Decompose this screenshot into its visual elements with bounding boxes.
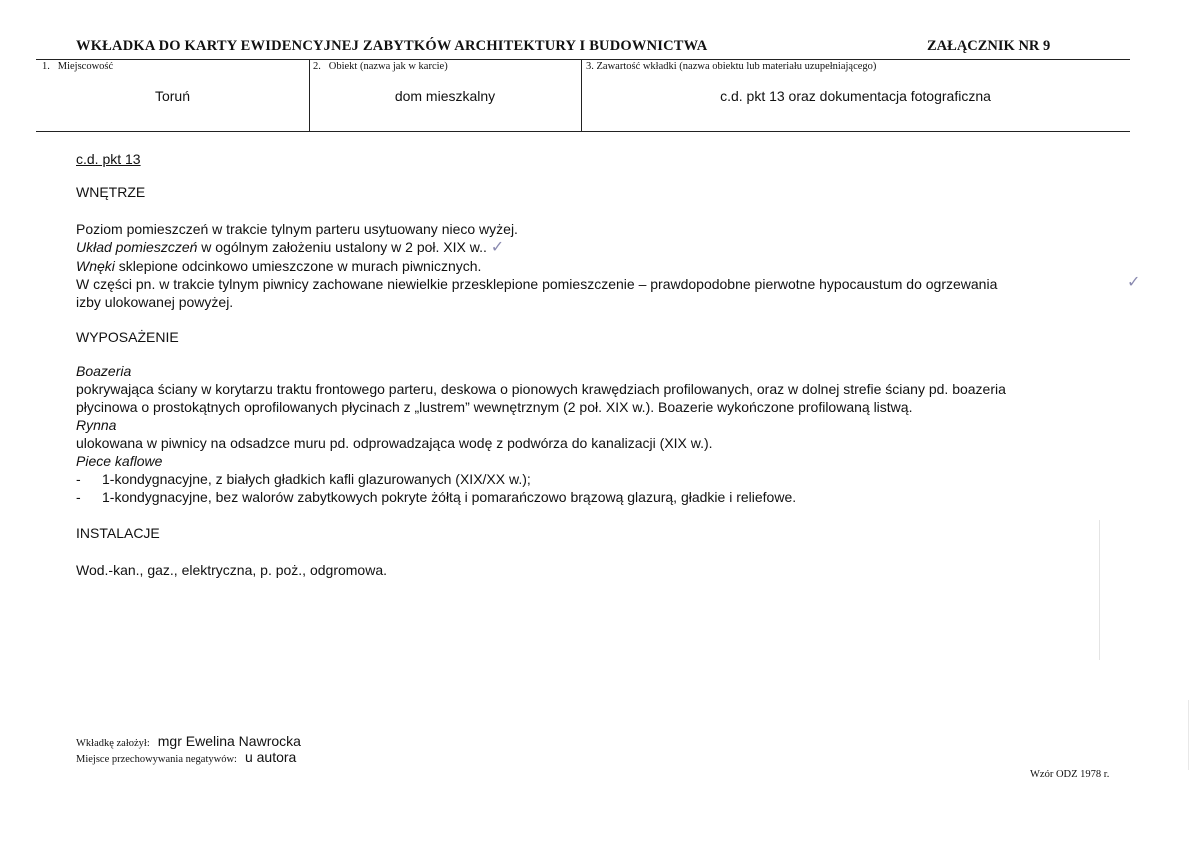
footer-author: Wkładkę założył: mgr Ewelina Nawrocka xyxy=(76,733,301,749)
bleed-through-mark xyxy=(1099,520,1100,660)
check-mark-icon: ✓ xyxy=(1127,274,1141,291)
cell-content-label: 3. Zawartość wkładki (nazwa obiektu lub materiału uzupełniającego) xyxy=(586,61,877,72)
interior-line-4: W części pn. w trakcie tylnym piwnicy zachowane niewielkie przesklepione pomieszczenie – prawdopodobne pierwotne hypocaustum do ogrzewania xyxy=(76,276,998,292)
form-title: WKŁADKA DO KARTY EWIDENCYJNEJ ZABYTKÓW ARCHITEKTURY I BUDOWNICTWA xyxy=(76,38,708,54)
heading-equipment: WYPOSAŻENIE xyxy=(76,329,179,345)
interior-paragraph xyxy=(76,220,997,311)
table-top-rule xyxy=(36,59,1130,60)
rynna-line: ulokowana w piwnicy na odsadzce muru pd. odprowadzająca wodę z podwórza do kanalizacji (XIX w.). xyxy=(76,435,713,451)
piece-term: Piece kaflowe xyxy=(76,453,163,469)
table-bottom-rule xyxy=(36,131,1130,132)
bleed-through-mark xyxy=(1170,700,1189,770)
boazeria-line-1: pokrywająca ściany w korytarzu traktu frontowego parteru, deskowa o pionowych krawędziach profilowanych, oraz w dolnej strefie ściany pd. boazeria xyxy=(76,381,1006,397)
cell-locality-label: 1. Miejscowość xyxy=(42,61,114,72)
cell-object-value: dom mieszkalny xyxy=(394,88,496,104)
piece-item-1: - 1-kondygnacyjne, z białych gładkich kafli glazurowanych (XIX/XX w.); xyxy=(76,471,531,487)
interior-line-1: Poziom pomieszczeń w trakcie tylnym parteru usytuowany nieco wyżej. xyxy=(76,221,518,237)
heading-interior: WNĘTRZE xyxy=(76,184,146,200)
check-mark-icon: ✓ xyxy=(490,239,505,256)
boazeria-term: Boazeria xyxy=(76,363,132,379)
cell-locality-value: Toruń xyxy=(154,88,191,104)
rynna-term: Rynna xyxy=(76,417,117,433)
interior-line-3: Wnęki sklepione odcinkowo umieszczone w murach piwnicznych. xyxy=(76,258,482,274)
installations-text: Wod.-kan., gaz., elektryczna, p. poż., odgromowa. xyxy=(76,562,388,578)
cell-content-value: c.d. pkt 13 oraz dokumentacja fotograficzna xyxy=(720,88,991,104)
form-template-note: Wzór ODZ 1978 r. xyxy=(1030,769,1110,780)
interior-line-2: Układ pomieszczeń w ogólnym założeniu ustalony w 2 poł. XIX w.. ✓ xyxy=(76,239,505,256)
interior-line-5: izby ulokowanej powyżej. xyxy=(76,294,234,310)
cell-object-label: 2. Obiekt (nazwa jak w karcie) xyxy=(313,61,448,72)
attachment-number: ZAŁĄCZNIK NR 9 xyxy=(927,38,1051,54)
boazeria-line-2: płycinowa o prostokątnych oprofilowanych płycinach z „lustrem” wewnętrznym (2 poł. XIX w.). Boazerie wykończone profilowaną listwą. xyxy=(76,399,913,415)
piece-item-2: - 1-kondygnacyjne, bez walorów zabytkowych pokryte żółtą i pomarańczowo brązową glazurą, gładkie i reliefowe. xyxy=(76,489,797,505)
continuation-ref: c.d. pkt 13 xyxy=(76,151,141,167)
equipment-paragraph xyxy=(76,362,1006,506)
heading-installations: INSTALACJE xyxy=(76,525,160,541)
footer-storage: Miejsce przechowywania negatywów: u autora xyxy=(76,749,297,765)
